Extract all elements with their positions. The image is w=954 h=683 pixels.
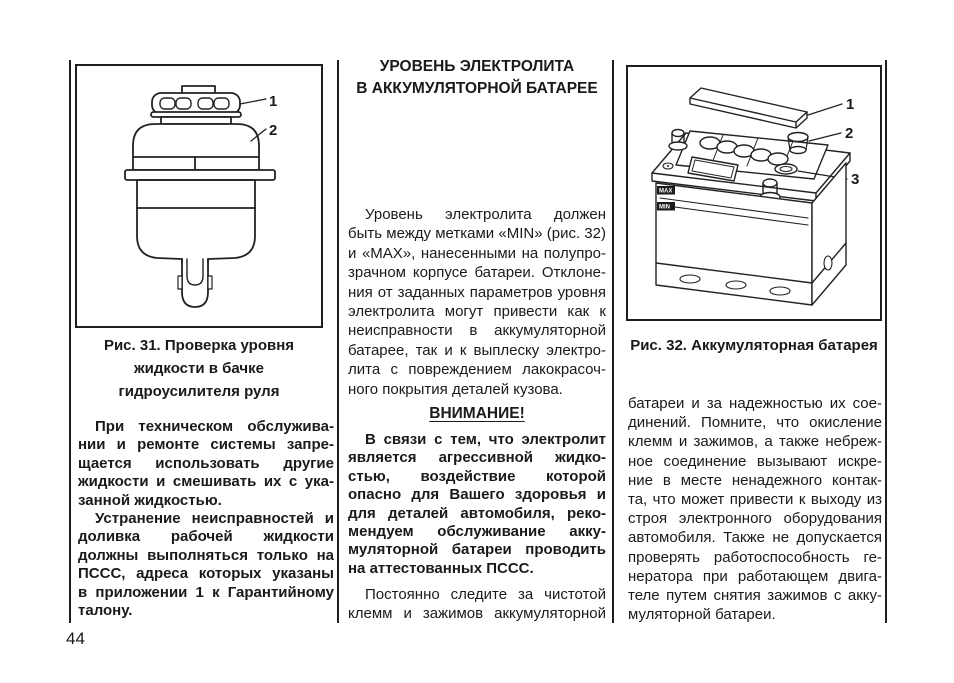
- fig32-min-label: MIN: [659, 204, 670, 211]
- fig31-callout-2: 2: [269, 122, 278, 139]
- figure-31-frame: [75, 64, 323, 328]
- warning-heading: [348, 405, 606, 423]
- left-column-paragraph-2: Устранение неисправностей и доливка рабочей жидкости должны выполняться только на ПССС, адреса которых указаны в приложении 1 к Гарантийному талону.: [78, 510, 334, 620]
- warning-paragraph: В связи с тем, что электролит является агрессивной жидко- стью, воздействие которой опасно для Вашего здоровья и для деталей автомобиля, реко- мендуем обслуживание акку- муляторной батареи проводить на аттестованных ПССС.: [348, 431, 606, 577]
- fig32-callout-1: 1: [846, 96, 855, 113]
- fig32-battery-drawing: [628, 67, 880, 319]
- column-rule-left-middle: [337, 60, 339, 623]
- left-column-text: [78, 418, 334, 620]
- fig31-reservoir-drawing: [77, 66, 321, 326]
- left-column-paragraph-1: При техническом обслужива- нии и ремонте системы запре- щается использовать другие жидкости и смешивать их с ука- занной жидкостью.: [78, 418, 334, 509]
- middle-column-paragraph-1: Уровень электролита должен быть между метками «MIN» (рис. 32) и «MAX», нанесенными на полупро- зрачном корпусе батареи. Отклоне- ния от заданных параметров уровня электролита могут привести как к неисправности в аккумуляторной батарее, так и к выплеску электро- лита с повреждением лакокрасоч- ного покрытия деталей кузова.: [348, 206, 606, 398]
- middle-column-paragraph-2: Постоянно следите за чистотой клемм и зажимов аккумуляторной: [348, 586, 606, 623]
- column-rule-middle-right: [612, 60, 614, 623]
- fig31-caption: Рис. 31. Проверка уровня жидкости в бачке гидроусилителя руля: [103, 337, 295, 400]
- right-column-paragraph: батареи и за надежностью их сое- динений. Помните, что окисление клемм и зажимов, а также небреж- ное соединение вызывают искре- ние в месте ненадежного контак- та, что может привести к выходу из строя электронного оборудования автомобиля. Также не допускается проверять работоспособность ге- нератора при работающем двига- теле путем снятия зажимов с акку- муляторной батареи.: [628, 395, 882, 624]
- fig32-max-label: MAX: [659, 188, 673, 195]
- figure-32-frame: [626, 65, 882, 321]
- warning-heading-text: ВНИМАНИЕ!: [429, 405, 525, 422]
- fig31-callout-1: 1: [269, 93, 278, 110]
- section-title: УРОВЕНЬ ЭЛЕКТРОЛИТА В АККУМУЛЯТОРНОЙ БАТАРЕЕ: [356, 58, 598, 97]
- fig32-callout-2: 2: [845, 125, 854, 142]
- page-number: 44: [66, 629, 85, 648]
- fig32-callout-3: 3: [851, 171, 860, 188]
- fig32-caption: Рис. 32. Аккумуляторная батарея: [630, 337, 878, 354]
